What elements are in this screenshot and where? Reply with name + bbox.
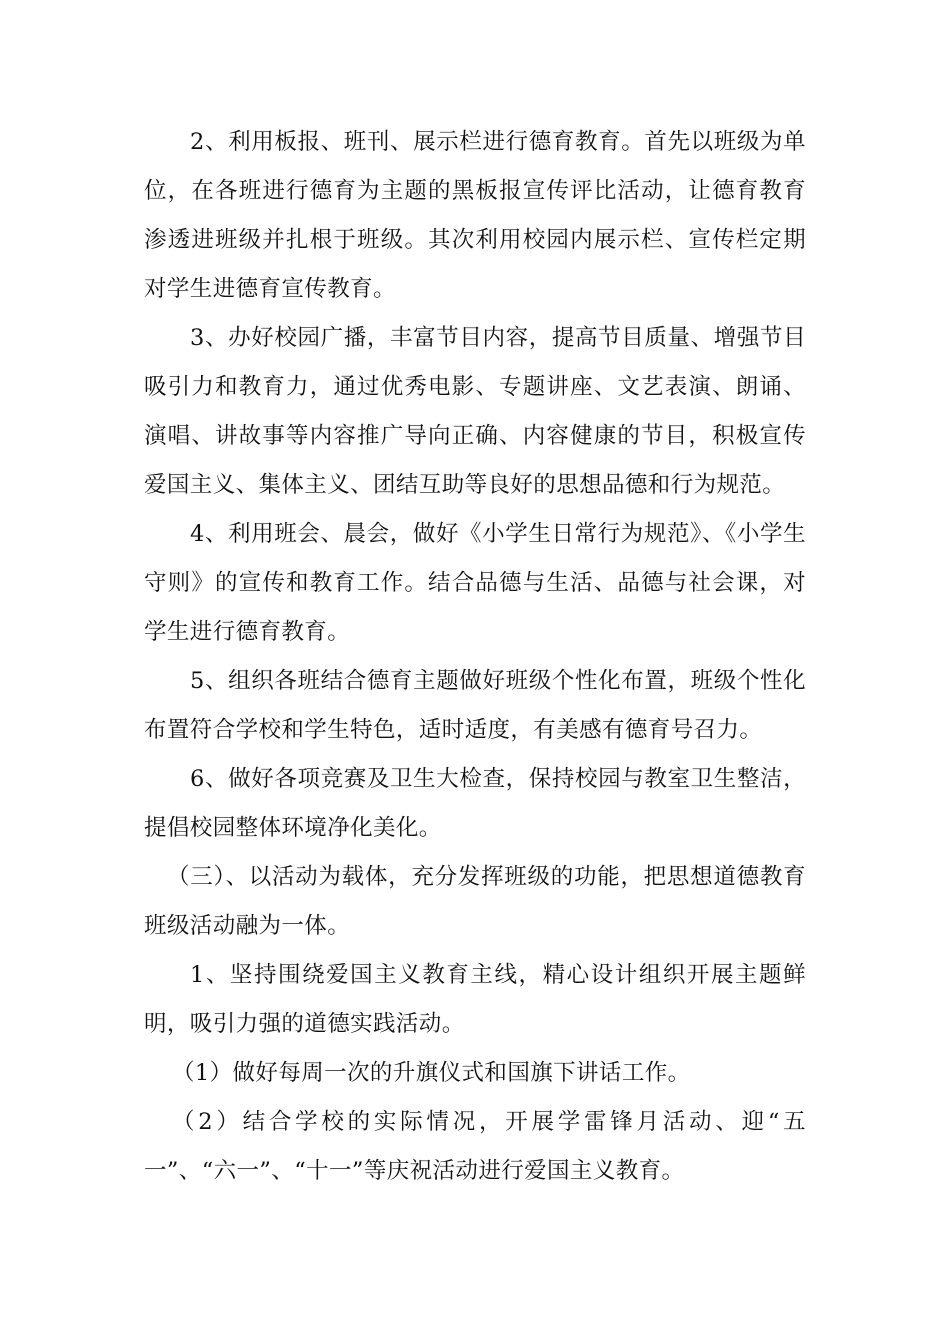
paragraph-campus-broadcast: 3、办好校园广播，丰富节目内容，提高节目质量、增强节目吸引力和教育力，通过优秀电影、专题讲座、文艺表演、朗诵、演唱、讲故事等内容推广导向正确、内容健康的节目，积极宣传爱国主义、集体主义、团结互助等良好的思想品德和行为规范。 <box>144 325 806 498</box>
document-body <box>144 118 806 1196</box>
list-item-flag-ceremony: （1）做好每周一次的升旗仪式和国旗下讲话工作。 <box>172 1060 691 1086</box>
paragraph-class-decoration: 5、组织各班结合德育主题做好班级个性化布置，班级个性化布置符合学校和学生特色，适时适度，有美感有德育号召力。 <box>144 668 806 743</box>
section-heading-activities: （三）、以活动为载体，充分发挥班级的功能，把思想道德教育班级活动融为一体。 <box>144 864 806 939</box>
paragraph-blackboard-publicity: 2、利用板报、班刊、展示栏进行德育教育。首先以班级为单位，在各班进行德育为主题的黑板报宣传评比活动，让德育教育渗透进班级并扎根于班级。其次利用校园内展示栏、宣传栏定期对学生进德育宣传教育。 <box>144 129 806 302</box>
list-item-celebrations: （2）结合学校的实际情况，开展学雷锋月活动、迎“五一”、“六一”、“十一”等庆祝活动进行爱国主义教育。 <box>144 1109 806 1184</box>
paragraph-class-meetings: 4、利用班会、晨会，做好《小学生日常行为规范》、《小学生守则》的宣传和教育工作。结合品德与生活、品德与社会课，对学生进行德育教育。 <box>144 521 806 645</box>
paragraph-patriotic-education: 1、坚持围绕爱国主义教育主线，精心设计组织开展主题鲜明，吸引力强的道德实践活动。 <box>144 962 806 1037</box>
paragraph-hygiene-inspection: 6、做好各项竞赛及卫生大检查，保持校园与教室卫生整洁，提倡校园整体环境净化美化。 <box>144 766 806 841</box>
